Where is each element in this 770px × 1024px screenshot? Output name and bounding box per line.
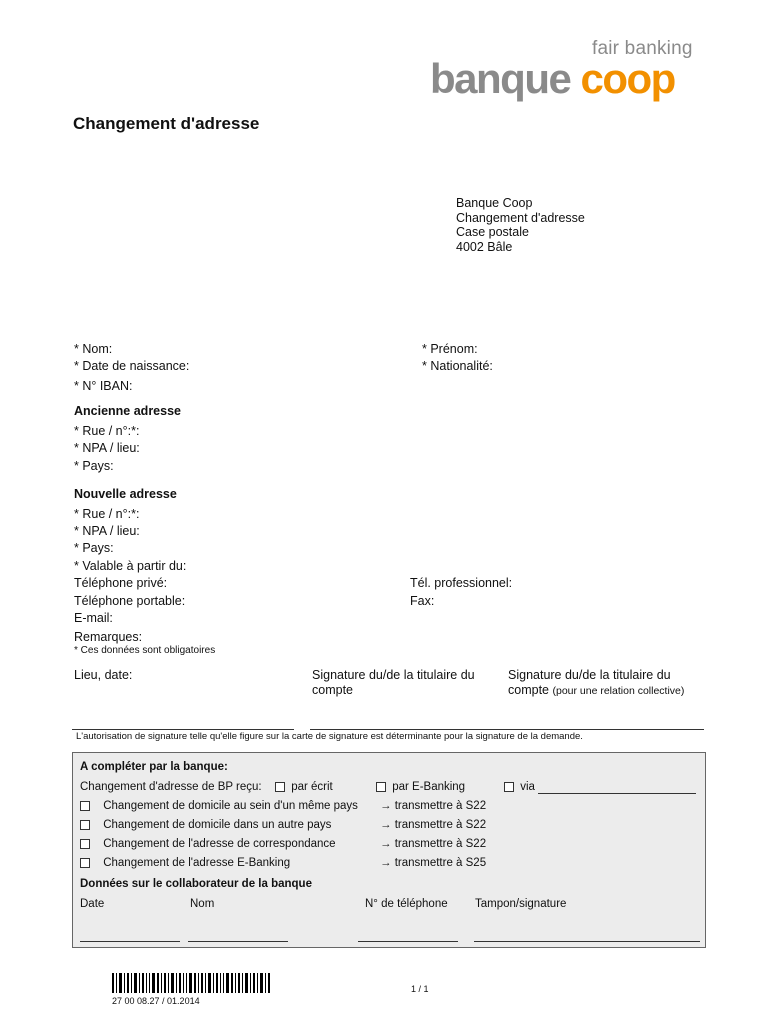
par-ebanking-label: par E-Banking bbox=[392, 781, 466, 793]
obligatoires-note: * Ces données sont obligatoires bbox=[74, 645, 216, 656]
col-nom: Nom bbox=[190, 898, 215, 910]
nationalite-label: * Nationalité: bbox=[422, 359, 493, 373]
lieu-date-line bbox=[72, 729, 294, 730]
row-checkbox[interactable] bbox=[80, 801, 90, 811]
signature-2-line-2 bbox=[508, 683, 684, 697]
remarques-label: Remarques: bbox=[74, 630, 143, 644]
bank-logo bbox=[430, 55, 675, 102]
par-ecrit-label: par écrit bbox=[291, 781, 333, 793]
tel-prive-label: Téléphone privé: bbox=[74, 576, 168, 590]
nom-input-line[interactable] bbox=[188, 941, 288, 942]
ancienne-adresse-heading: Ancienne adresse bbox=[74, 404, 181, 418]
logo-tagline: fair banking bbox=[592, 38, 693, 59]
checkbox-par-ebanking[interactable] bbox=[376, 782, 386, 792]
tel-pro-label: Tél. professionnel: bbox=[410, 576, 513, 590]
signature-2-note: (pour une relation collective) bbox=[552, 685, 685, 697]
tel-input-line[interactable] bbox=[358, 941, 458, 942]
col-tel: N° de téléphone bbox=[365, 898, 448, 910]
date-naissance-label: * Date de naissance: bbox=[74, 359, 190, 373]
logo-word-coop: coop bbox=[580, 55, 675, 102]
row-action: → transmettre à S22 bbox=[380, 838, 487, 850]
page-number: 1 / 1 bbox=[411, 984, 429, 994]
via-input-line[interactable] bbox=[538, 793, 696, 794]
page-title: Changement d'adresse bbox=[73, 114, 260, 133]
fax-label: Fax: bbox=[410, 594, 435, 608]
signature-1-line-2: compte bbox=[312, 683, 353, 697]
barcode-image bbox=[112, 973, 272, 993]
nouvelle-rue-label: * Rue / n°:*: bbox=[74, 507, 140, 521]
option-par-ecrit[interactable] bbox=[275, 781, 333, 793]
nom-label: * Nom: bbox=[74, 342, 113, 356]
ancienne-npa-label: * NPA / lieu: bbox=[74, 441, 140, 455]
checkbox-via[interactable] bbox=[504, 782, 514, 792]
nouvelle-adresse-heading: Nouvelle adresse bbox=[74, 487, 177, 501]
bank-row[interactable] bbox=[80, 800, 358, 812]
logo-word-banque: banque bbox=[430, 55, 571, 102]
signature-1-line-1: Signature du/de la titulaire du bbox=[312, 668, 475, 682]
row-action: → transmettre à S25 bbox=[380, 857, 487, 869]
option-par-ebanking[interactable] bbox=[376, 781, 465, 793]
form-code: 27 00 08.27 / 01.2014 bbox=[112, 996, 200, 1006]
checkbox-par-ecrit[interactable] bbox=[275, 782, 285, 792]
nouvelle-npa-label: * NPA / lieu: bbox=[74, 524, 140, 538]
ancienne-pays-label: * Pays: bbox=[74, 459, 114, 473]
email-label: E-mail: bbox=[74, 611, 113, 625]
lieu-date-label: Lieu, date: bbox=[74, 668, 133, 682]
signature-line bbox=[310, 729, 704, 730]
signature-2-line-1: Signature du/de la titulaire du bbox=[508, 668, 671, 682]
iban-label: * N° IBAN: bbox=[74, 379, 133, 393]
row-checkbox[interactable] bbox=[80, 820, 90, 830]
option-via[interactable] bbox=[504, 781, 535, 793]
recipient-line-1: Banque Coop bbox=[456, 196, 533, 210]
row-action: → transmettre à S22 bbox=[380, 819, 487, 831]
prenom-label: * Prénom: bbox=[422, 342, 478, 356]
recipient-line-2: Changement d'adresse bbox=[456, 211, 585, 225]
bank-row[interactable] bbox=[80, 857, 290, 869]
recipient-line-3: Case postale bbox=[456, 225, 529, 239]
row-checkbox[interactable] bbox=[80, 858, 90, 868]
bank-row[interactable] bbox=[80, 819, 331, 831]
col-tampon: Tampon/signature bbox=[475, 898, 567, 910]
date-input-line[interactable] bbox=[80, 941, 180, 942]
signature-2-compte: compte bbox=[508, 683, 549, 697]
ancienne-rue-label: * Rue / n°:*: bbox=[74, 424, 140, 438]
recu-label: Changement d'adresse de BP reçu: bbox=[80, 781, 262, 793]
row-label: Changement de domicile dans un autre pays bbox=[103, 819, 332, 831]
collab-heading: Données sur le collaborateur de la banque bbox=[80, 878, 312, 890]
nouvelle-pays-label: * Pays: bbox=[74, 541, 114, 555]
autorisation-note: L'autorisation de signature telle qu'elle figure sur la carte de signature est déterminante pour la signature de la demande. bbox=[76, 731, 583, 742]
valable-label: * Valable à partir du: bbox=[74, 559, 187, 573]
tel-portable-label: Téléphone portable: bbox=[74, 594, 186, 608]
row-label: Changement de l'adresse de correspondance bbox=[103, 838, 336, 850]
row-checkbox[interactable] bbox=[80, 839, 90, 849]
recipient-line-4: 4002 Bâle bbox=[456, 240, 513, 254]
bank-heading: A compléter par la banque: bbox=[80, 761, 228, 773]
row-label: Changement de domicile au sein d'un même pays bbox=[103, 800, 358, 812]
col-date: Date bbox=[80, 898, 105, 910]
row-label: Changement de l'adresse E-Banking bbox=[103, 857, 291, 869]
tampon-input-line[interactable] bbox=[474, 941, 700, 942]
via-label: via bbox=[520, 781, 535, 793]
row-action: → transmettre à S22 bbox=[380, 800, 487, 812]
bank-row[interactable] bbox=[80, 838, 336, 850]
